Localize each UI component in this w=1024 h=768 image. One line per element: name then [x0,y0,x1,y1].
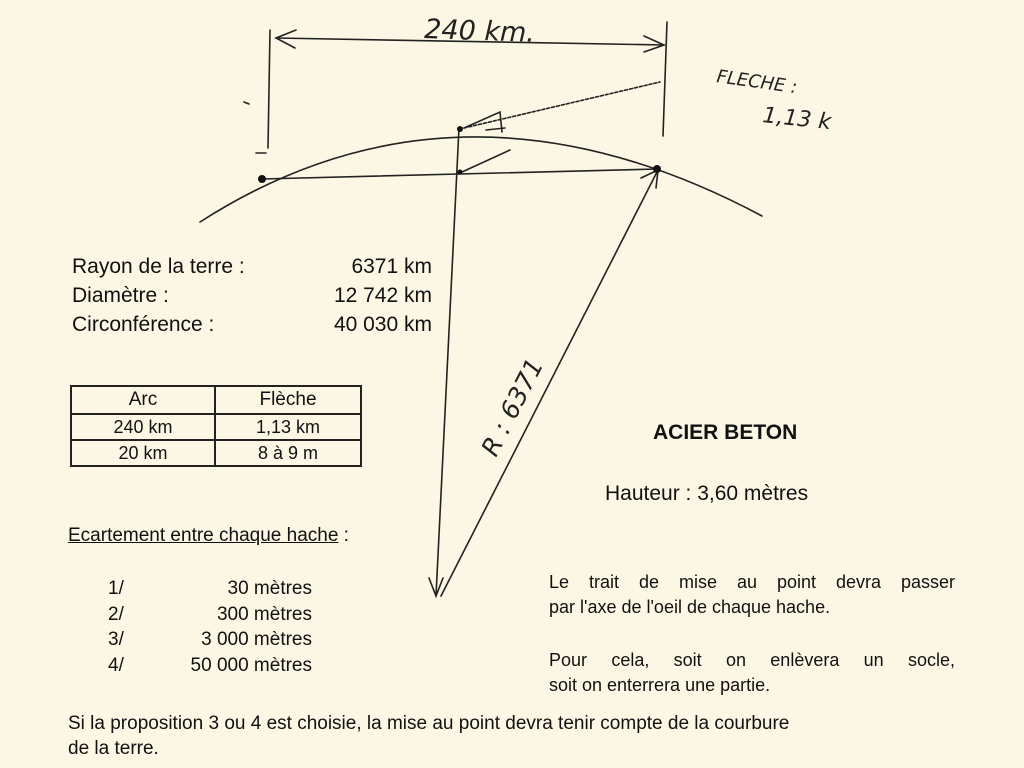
table-row [71,440,361,466]
radius-line [441,170,658,596]
spacing-title-text: Ecartement entre chaque hache [68,525,339,546]
earth-row-radius [72,252,432,281]
bottom-note [68,711,948,761]
table-cell: 1,13 km [215,414,361,440]
list-item-distance: 3 000 mètres [201,629,312,650]
column-header-fleche: Flèche [215,386,361,414]
right-extension-line [663,22,667,136]
paragraph-line: par l'axe de l'oeil de chaque hache. [549,597,831,617]
distance-label: 240 km. [423,14,536,49]
earth-arc [200,137,762,222]
earth-label: Diamètre : [72,284,169,307]
earth-label: Circonférence : [72,313,215,336]
paragraph-method [549,648,955,698]
fleche-label: FLECHE : [715,66,799,99]
earth-row-diameter [72,281,432,310]
table-header-row [71,386,361,414]
table-cell: 8 à 9 m [215,440,361,466]
list-item-number: 3/ [108,629,124,650]
right-chord-point [653,165,661,173]
earth-dimensions [72,252,432,339]
spacing-list [108,576,312,678]
earth-label: Rayon de la terre : [72,255,245,278]
bottom-note-line: Si la proposition 3 ou 4 est choisie, la mise au point devra tenir compte de la courbure [68,713,790,734]
left-chord-point [258,175,266,183]
earth-row-circumference [72,310,432,339]
paragraph-line: soit on enterrera une partie. [549,675,771,695]
paragraph-line: Le trait de mise au point devra passer [549,572,955,592]
list-item-distance: 300 mètres [216,603,312,625]
list-item [108,653,312,679]
column-header-arc: Arc [71,386,215,414]
table-cell: 240 km [71,414,215,440]
material-heading: ACIER BETON [653,421,798,444]
sagitta-line [436,128,459,596]
earth-value: 6371 km [351,255,432,278]
fleche-value: 1,13 k [761,103,833,136]
apex-point [457,126,463,132]
paragraph-alignment [549,570,955,620]
spacing-title [68,525,349,547]
list-item [108,627,312,653]
list-item-number: 4/ [108,654,124,676]
material-height: Hauteur : 3,60 mètres [605,482,809,505]
list-item-distance: 30 mètres [227,578,312,599]
table-cell: 20 km [71,440,215,466]
list-item-distance: 50 000 mètres [190,654,312,676]
list-item-number: 1/ [108,578,124,599]
list-item-number: 2/ [108,603,124,625]
radius-label: R : 6371 [475,353,550,461]
arc-fleche-table [70,385,362,467]
list-item [108,576,312,602]
paragraph-line: Pour cela, soit on enlèvera un socle, [549,650,955,670]
earth-value: 12 742 km [333,284,432,307]
earth-value: 40 030 km [333,313,432,336]
left-extension-line [268,30,270,148]
table-row [71,414,361,440]
list-item [108,602,312,628]
spacing-title-suffix: : [338,525,349,546]
bottom-note-line: de la terre. [68,738,159,759]
fleche-leader [464,82,660,128]
